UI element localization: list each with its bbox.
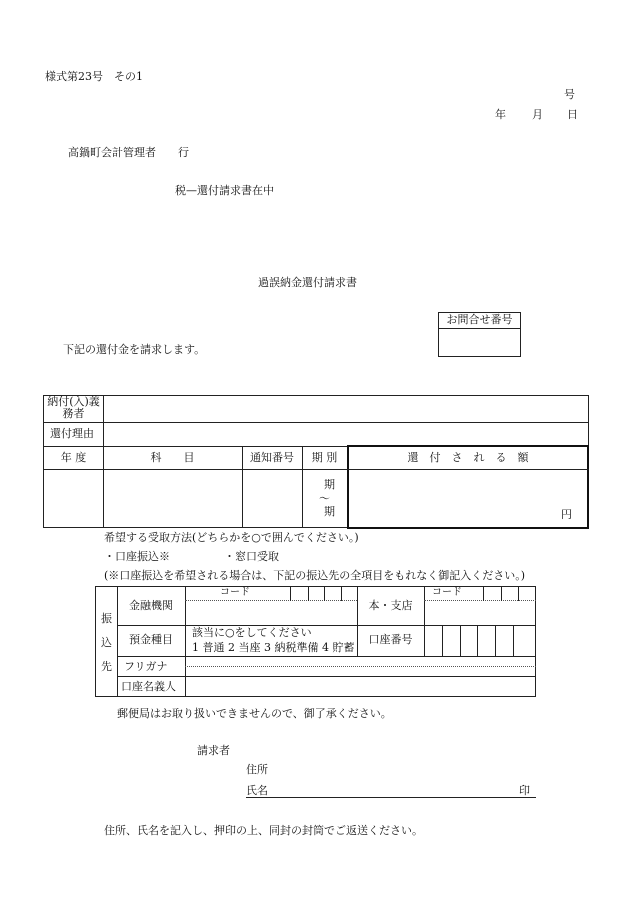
account-number-label: 口座番号 <box>368 633 413 646</box>
post-office-note: 郵便局はお取り扱いできませんので、御了承ください。 <box>117 707 392 720</box>
address-label: 住所 <box>246 763 268 776</box>
account-type-hint: 該当に○をしてください <box>192 626 312 639</box>
period-header: 期 別 <box>311 451 338 464</box>
fiscal-year-header: 年 度 <box>60 451 87 464</box>
account-type-options: 1 普通 2 当座 3 納税準備 4 貯蓄 <box>192 641 355 654</box>
refund-amount-header: 還 付 さ れ る 額 <box>407 451 529 464</box>
date-month: 月 <box>532 108 543 121</box>
branch-code-label: コード <box>432 587 462 598</box>
claimant-label: 請求者 <box>197 744 230 757</box>
inquiry-label: お問合せ番号 <box>446 313 513 326</box>
furigana-label: フリガナ <box>124 660 168 673</box>
notice-number-header: 通知番号 <box>250 451 294 464</box>
branch-label: 本・支店 <box>368 599 413 612</box>
date-day: 日 <box>567 108 578 121</box>
period-mark-2: 期 <box>324 505 335 518</box>
side-label-2: 込 <box>101 636 112 649</box>
account-type-label: 預金種目 <box>129 633 173 646</box>
seal-mark: 印 <box>519 784 530 797</box>
period-tilde: 〜 <box>319 492 330 505</box>
refund-reason-label: 還付理由 <box>50 427 94 440</box>
payer-label: 納付(入)義務者 <box>47 395 100 420</box>
item-header: 科 目 <box>150 451 195 464</box>
transfer-note: (※口座振込を希望される場合は、下記の振込先の全項目をもれなく御記入ください。) <box>104 569 526 582</box>
account-holder-label: 口座名義人 <box>121 680 176 693</box>
bank-code-label: コード <box>220 587 250 598</box>
side-label-1: 振 <box>101 612 112 625</box>
period-mark-1: 期 <box>324 478 335 491</box>
date-year: 年 <box>495 108 506 121</box>
form-number: 様式第23号 その1 <box>45 70 143 83</box>
envelope-note: 税—還付請求書在中 <box>175 184 274 197</box>
yen-unit: 円 <box>561 508 572 521</box>
bank-label: 金融機関 <box>129 599 173 612</box>
method-instruction: 希望する受取方法(どちらかを○で囲んでください。) <box>104 531 359 544</box>
number-suffix: 号 <box>564 88 575 101</box>
footer-note: 住所、氏名を記入し、押印の上、同封の封筒でご返送ください。 <box>104 824 423 837</box>
signature-line <box>246 797 536 798</box>
name-label: 氏名 <box>246 784 268 797</box>
side-label-3: 先 <box>101 660 112 673</box>
option-bank-transfer: ・口座振込※ <box>104 550 170 563</box>
recipient: 高鍋町会計管理者 行 <box>68 146 189 159</box>
option-window-pickup: ・窓口受取 <box>224 550 279 563</box>
request-text: 下記の還付金を請求します。 <box>63 343 206 356</box>
document-title: 過誤納金還付請求書 <box>258 276 357 289</box>
